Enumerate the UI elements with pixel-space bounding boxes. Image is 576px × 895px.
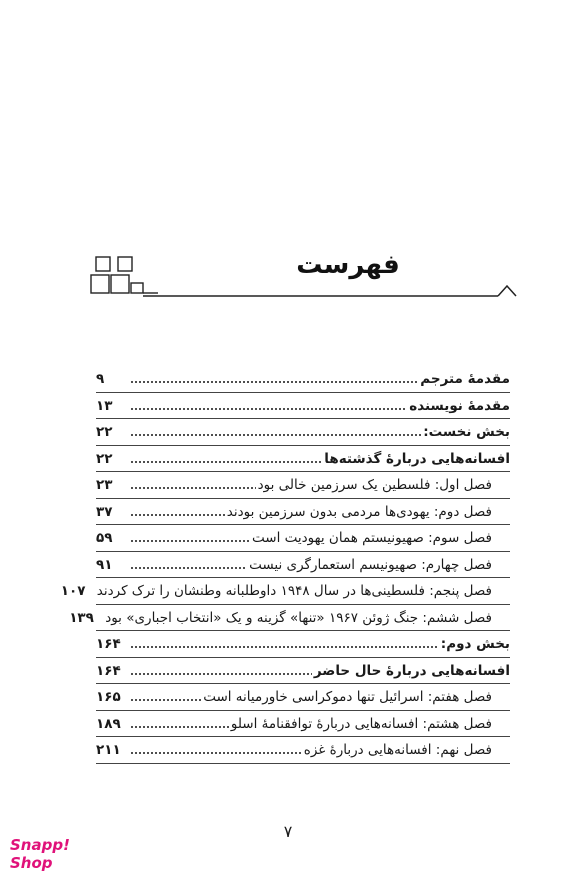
toc-entry-page: ۱۶۵ (96, 689, 121, 706)
toc-entry (69, 605, 510, 632)
toc-entry-page: ۹۱ (96, 556, 113, 573)
toc-entry-label: فصل دوم: یهودی‌ها مردمی بدون سرزمین بودند (226, 503, 492, 520)
toc-entry-label: فصل ششم: جنگ ژوئن ۱۹۶۷ «تنها» گزینه و یک «انتخاب اجباری» بود (105, 609, 492, 626)
toc-entry (96, 525, 510, 552)
table-of-contents (60, 366, 510, 764)
toc-entry-page: ۵۹ (96, 530, 113, 547)
toc-entry (96, 658, 510, 685)
toc-entry (96, 419, 510, 446)
page-title: فهرست (296, 250, 400, 280)
toc-entry-page: ۱۳ (96, 397, 113, 414)
toc-entry-page: ۲۲ (96, 424, 113, 441)
toc-entry-label: فصل اول: فلسطین یک سرزمین خالی بود (257, 477, 492, 494)
toc-entry-label: فصل هشتم: افسانه‌هایی دربارهٔ توافقنامهٔ اسلو (230, 715, 492, 732)
toc-entry-label: فصل نهم: افسانه‌هایی دربارهٔ غزه (303, 742, 492, 759)
toc-entry-label: افسانه‌هایی دربارهٔ گذشته‌ها (324, 450, 510, 467)
toc-dot-leader (130, 539, 250, 543)
toc-entry-page: ۱۸۹ (96, 715, 121, 732)
toc-entry-page: ۱۶۴ (96, 636, 121, 653)
page-number: ۷ (283, 822, 293, 841)
toc-dot-leader (130, 645, 439, 649)
toc-entry (96, 393, 510, 420)
toc-dot-leader (130, 672, 312, 676)
toc-entry-page: ۱۶۴ (96, 662, 121, 679)
toc-entry-page: ۹ (96, 371, 105, 388)
toc-header (88, 250, 520, 300)
toc-entry (96, 499, 510, 526)
toc-dot-leader (130, 751, 302, 755)
toc-dot-leader (130, 513, 225, 517)
toc-entry-label: فصل چهارم: صهیونیسم استعمارگری نیست (249, 556, 492, 573)
toc-entry (96, 552, 510, 579)
toc-dot-leader (130, 407, 407, 411)
toc-dot-leader (130, 725, 229, 729)
toc-entry-page: ۱۳۹ (69, 609, 94, 626)
snapp-shop-logo (10, 836, 70, 886)
toc-entry-label: بخش نخست: (423, 424, 510, 441)
toc-entry-label: مقدمهٔ مترجم (420, 371, 510, 388)
toc-entry-page: ۳۷ (96, 503, 113, 520)
toc-entry (96, 711, 510, 738)
toc-entry-label: فصل سوم: صهیونیستم همان یهودیت است (252, 530, 492, 547)
toc-dot-leader (130, 698, 201, 702)
logo-line-2: Shop (10, 854, 53, 872)
toc-dot-leader (130, 566, 247, 570)
logo-line-1: Snapp! (10, 836, 70, 854)
box-ornament-icon (88, 255, 158, 300)
toc-entry-label: بخش دوم: (440, 636, 510, 653)
toc-entry (96, 684, 510, 711)
toc-entry-label: فصل پنجم: فلسطینی‌ها در سال ۱۹۴۸ داوطلبانه وطنشان را ترک کردند (96, 583, 492, 600)
toc-dot-leader (130, 433, 421, 437)
toc-entry-label: فصل هفتم: اسرائیل تنها دموکراسی خاورمیانه است (203, 689, 492, 706)
toc-entry-page: ۱۰۷ (60, 583, 86, 600)
toc-entry (96, 446, 510, 473)
toc-entry (96, 366, 510, 393)
toc-entry (96, 737, 510, 764)
toc-dot-leader (130, 486, 256, 490)
toc-dot-leader (130, 460, 322, 464)
toc-entry (60, 578, 510, 605)
toc-entry-label: مقدمهٔ نویسنده (409, 397, 510, 414)
toc-entry-page: ۲۲ (96, 450, 113, 467)
toc-entry-label: افسانه‌هایی دربارهٔ حال حاضر (313, 662, 510, 679)
toc-entry (96, 631, 510, 658)
toc-entry-page: ۲۳ (96, 477, 113, 494)
toc-dot-leader (130, 380, 418, 384)
toc-entry (96, 472, 510, 499)
toc-entry-page: ۲۱۱ (96, 742, 121, 759)
toc-row-rule (96, 763, 510, 764)
